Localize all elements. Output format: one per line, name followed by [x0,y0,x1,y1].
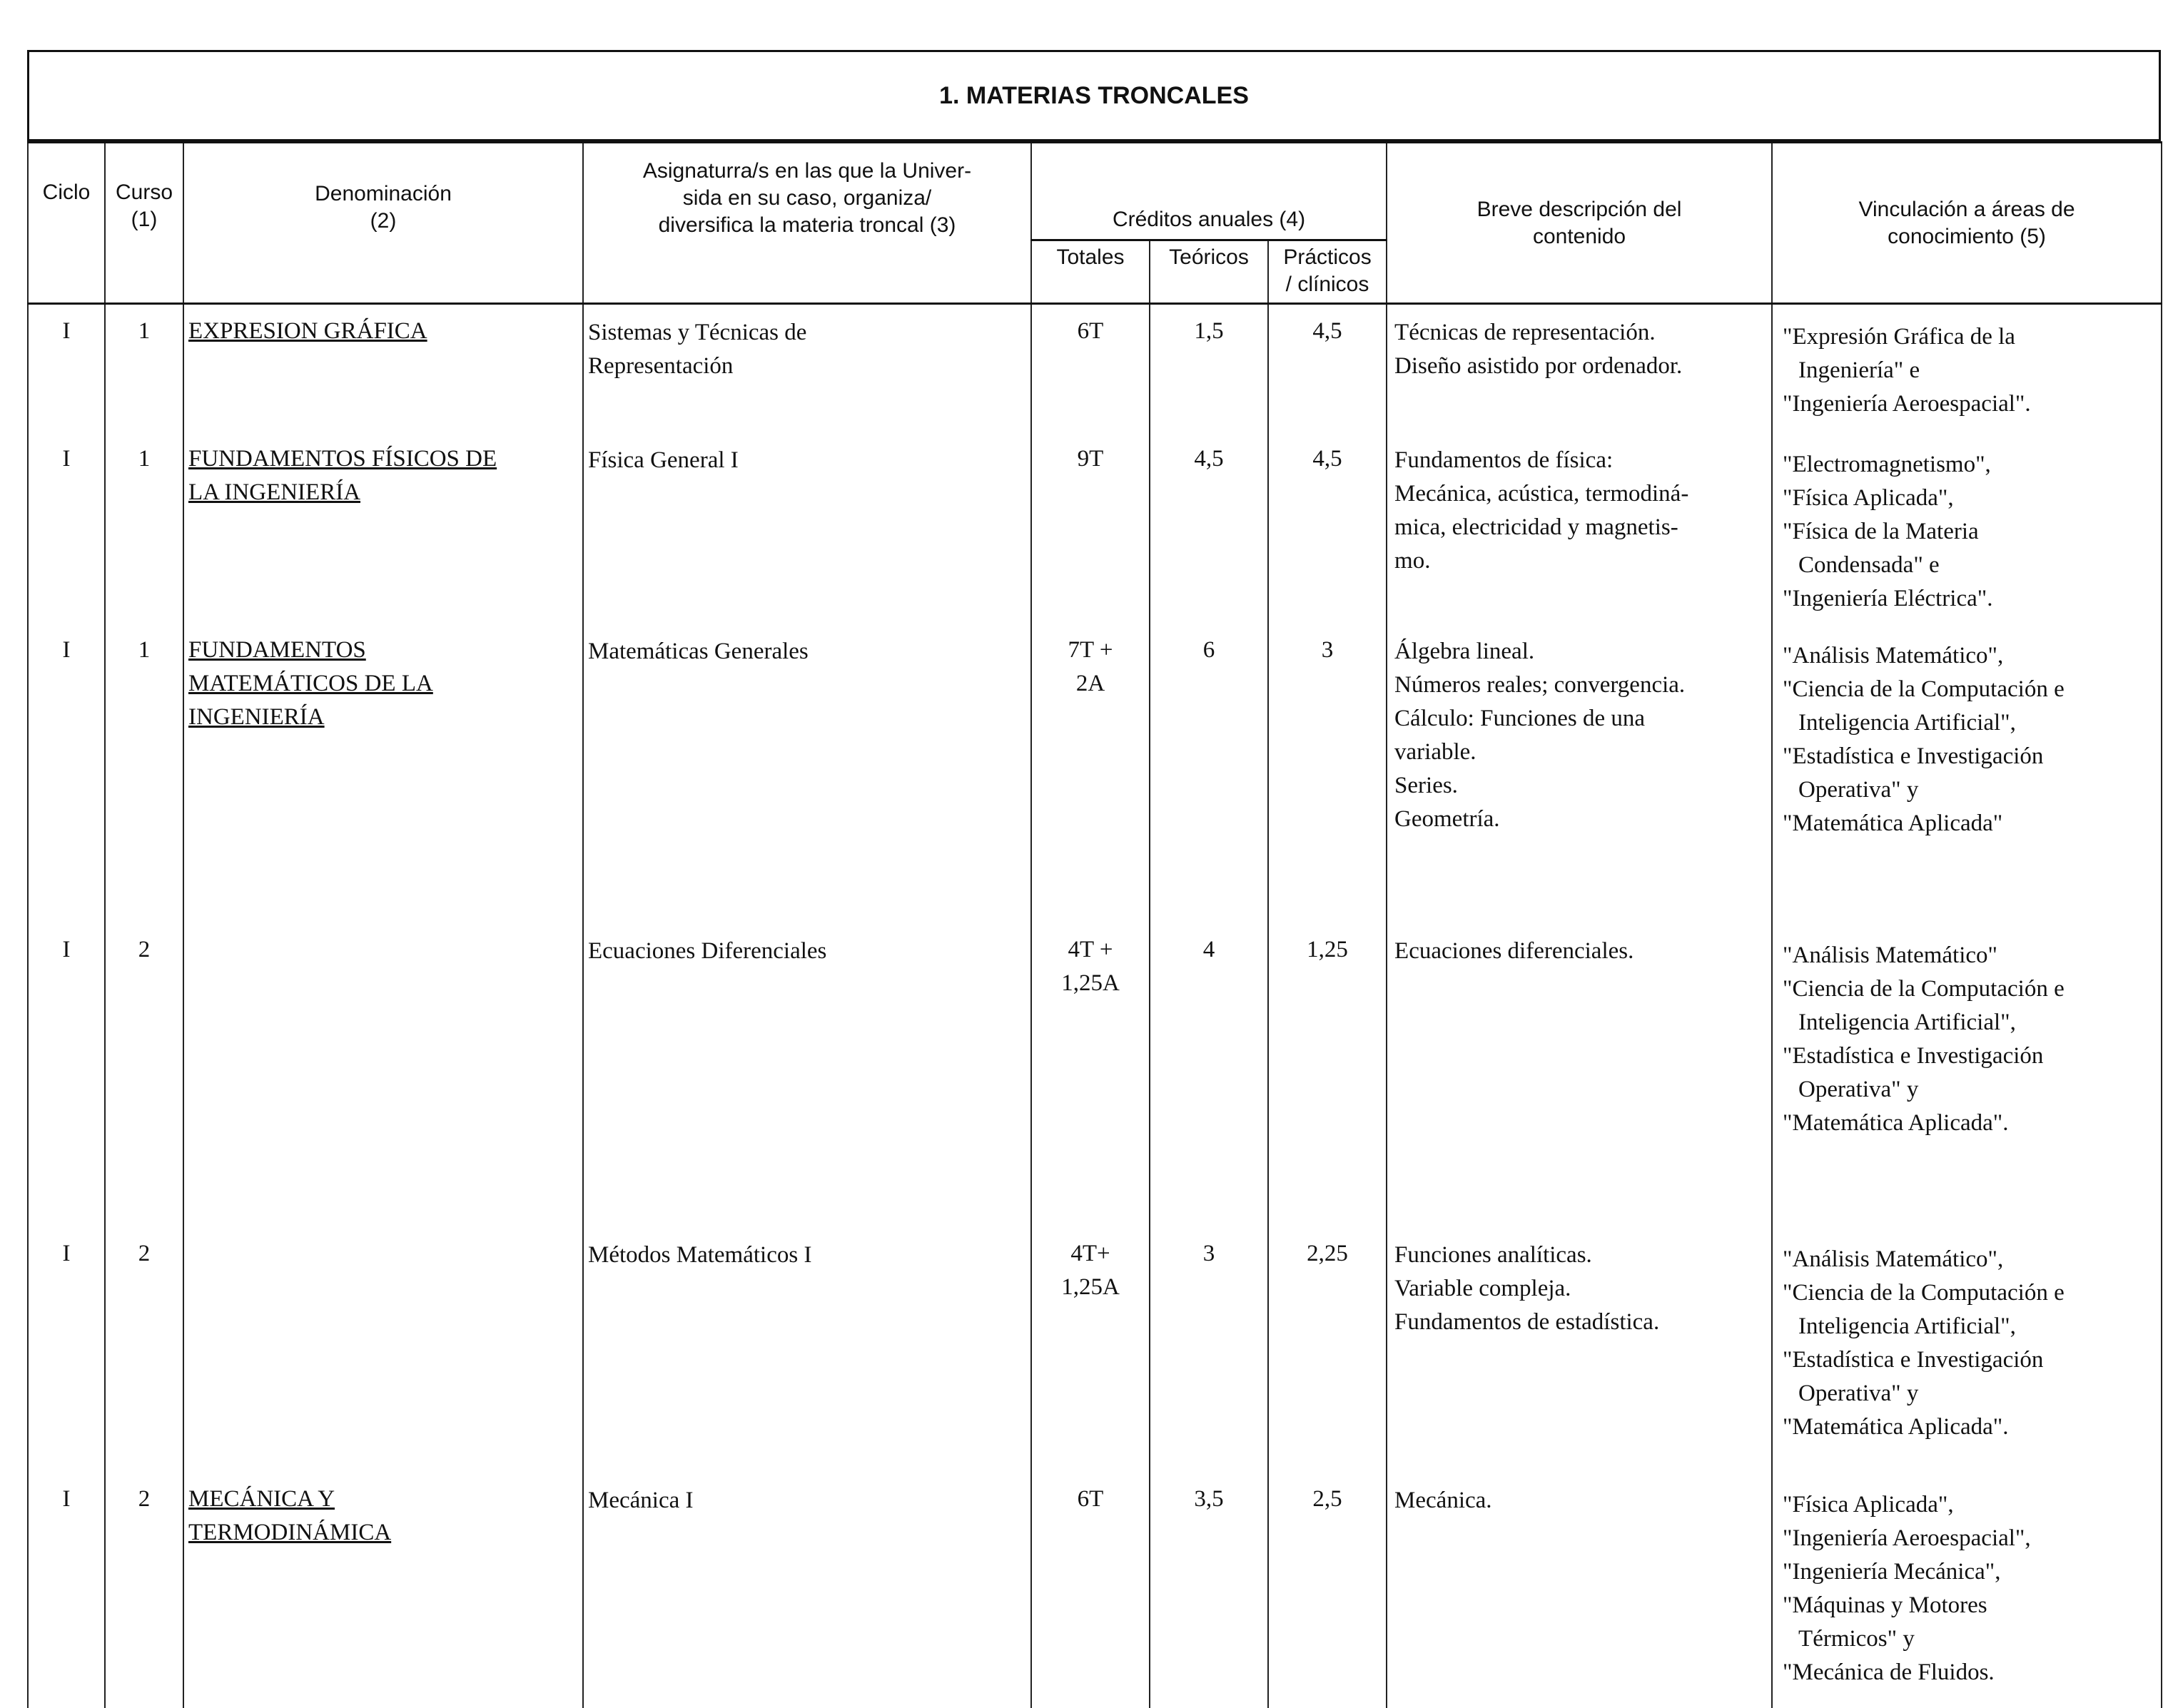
denominacion-cell: EXPRESION GRÁFICA [183,304,583,432]
area-line: "Electromagnetismo", [1783,451,1991,477]
descripcion-cell [1387,923,1772,1227]
area-line: Inteligencia Artificial", [1798,1313,2016,1339]
curso-cell: 1 [105,432,183,624]
header-curso: Curso (1) [105,143,183,304]
header-teoricos: Teóricos [1150,240,1268,304]
areas-cell [1772,1473,2162,1708]
descripcion-line: Geometría. [1394,805,1500,832]
area-line: "Ciencia de la Computación e [1783,676,2065,702]
table-row [28,1227,2162,1473]
area-line: Ingeniería" e [1798,357,1920,383]
area-line: "Ciencia de la Computación e [1783,1279,2065,1306]
area-line: "Matemática Aplicada". [1783,1413,2009,1440]
practicos-cell: 4,5 [1268,304,1387,432]
area-line: Inteligencia Artificial", [1798,709,2016,736]
descripcion-line: mo. [1394,547,1431,574]
descripcion-line: Ecuaciones diferenciales. [1394,937,1634,964]
denominacion-cell [183,923,583,1227]
area-line: "Ingeniería Aeroespacial". [1783,391,2031,417]
table-row [28,624,2162,923]
descripcion-line: Técnicas de representación. [1394,320,1656,345]
table-row [28,1473,2162,1708]
descripcion-line: Fundamentos de estadística. [1394,1308,1660,1335]
practicos-cell: 1,25 [1268,923,1387,1227]
area-line: Condensada" e [1798,551,1940,578]
descripcion-cell [1387,1473,1772,1708]
areas-cell [1772,1227,2162,1473]
area-line: "Matemática Aplicada" [1783,810,2003,836]
area-line: Inteligencia Artificial", [1798,1009,2016,1035]
asignatura-cell: Sistemas y Técnicas de Representación [583,304,1031,432]
curso-cell: 1 [105,624,183,923]
totales-cell: 6T [1031,1473,1150,1708]
descripcion-line: mica, electricidad y magnetis- [1394,514,1678,540]
totales-cell: 6T [1031,304,1150,432]
practicos-cell: 2,25 [1268,1227,1387,1473]
descripcion-line: Álgebra lineal. [1394,638,1535,664]
header-asignaturas: Asignaturra/s en las que la Univer- sida en su caso, organiza/ diversifica la materia troncal (3) [583,143,1031,304]
area-line: "Análisis Matemático", [1783,1246,2004,1272]
descripcion-cell [1387,624,1772,923]
area-line: "Física Aplicada", [1783,1491,1954,1518]
ciclo-cell: I [28,624,105,923]
area-line: "Estadística e Investigación [1783,1346,2044,1373]
area-line: "Física de la Materia [1783,518,1979,544]
asignatura-cell: Métodos Matemáticos I [583,1227,1031,1473]
area-line: "Ciencia de la Computación e [1783,975,2065,1002]
ciclo-cell: I [28,432,105,624]
area-line: "Ingeniería Eléctrica". [1783,585,1993,611]
totales-cell: 7T + 2A [1031,624,1150,923]
header-vinculacion: Vinculación a áreas de conocimiento (5) [1772,143,2162,304]
ciclo-cell: I [28,1473,105,1708]
asignatura-cell: Ecuaciones Diferenciales [583,923,1031,1227]
practicos-cell: 2,5 [1268,1473,1387,1708]
area-line: "Expresión Gráfica de la [1783,324,2015,350]
descripcion-line: Diseño asistido por ordenador. [1394,353,1683,379]
area-line: "Estadística e Investigación [1783,1042,2044,1069]
areas-cell [1772,624,2162,923]
header-ciclo: Ciclo [28,143,105,304]
area-line: Operativa" y [1798,1380,1919,1406]
teoricos-cell: 1,5 [1150,304,1268,432]
teoricos-cell: 6 [1150,624,1268,923]
descripcion-line: Cálculo: Funciones de una [1394,705,1646,731]
descripcion-line: Funciones analíticas. [1394,1241,1592,1268]
practicos-cell: 3 [1268,624,1387,923]
area-line: "Mecánica de Fluidos. [1783,1659,1995,1685]
area-line: "Análisis Matemático" [1783,942,1997,968]
descripcion-line: Mecánica. [1394,1487,1492,1513]
descripcion-line: Números reales; convergencia. [1394,671,1686,698]
ciclo-cell: I [28,923,105,1227]
areas-cell [1772,304,2162,432]
area-line: "Análisis Matemático", [1783,642,2004,669]
table-row [28,432,2162,624]
curso-cell: 2 [105,1227,183,1473]
totales-cell: 4T+ 1,25A [1031,1227,1150,1473]
asignatura-cell: Física General I [583,432,1031,624]
header-descripcion: Breve descripción del contenido [1387,143,1772,304]
header-denominacion: Denominación (2) [183,143,583,304]
totales-cell: 4T + 1,25A [1031,923,1150,1227]
teoricos-cell: 3,5 [1150,1473,1268,1708]
teoricos-cell: 3 [1150,1227,1268,1473]
descripcion-line: Series. [1394,772,1458,798]
teoricos-cell: 4,5 [1150,432,1268,624]
area-line: "Ingeniería Aeroespacial", [1783,1525,2031,1551]
ciclo-cell: I [28,304,105,432]
totales-cell: 9T [1031,432,1150,624]
area-line: "Estadística e Investigación [1783,743,2044,769]
descripcion-line: Variable compleja. [1394,1275,1571,1301]
asignatura-cell: Matemáticas Generales [583,624,1031,923]
descripcion-cell [1387,304,1772,432]
denominacion-cell: MECÁNICA Y TERMODINÁMICA [183,1473,583,1708]
section-title: 1. MATERIAS TRONCALES [27,50,2161,141]
ciclo-cell: I [28,1227,105,1473]
area-line: "Física Aplicada", [1783,484,1954,511]
area-line: Operativa" y [1798,776,1919,803]
area-line: "Matemática Aplicada". [1783,1109,2009,1136]
descripcion-line: variable. [1394,738,1476,765]
header-creditos: Créditos anuales (4) [1031,143,1387,240]
troncales-table [27,141,2162,1708]
curso-cell: 2 [105,923,183,1227]
document-page [27,29,2161,1685]
descripcion-line: Mecánica, acústica, termodiná- [1394,480,1689,507]
areas-cell [1772,923,2162,1227]
denominacion-cell: FUNDAMENTOS MATEMÁTICOS DE LA INGENIERÍA [183,624,583,923]
header-practicos: Prácticos / clínicos [1268,240,1387,304]
table-row [28,923,2162,1227]
practicos-cell: 4,5 [1268,432,1387,624]
asignatura-cell: Mecánica I [583,1473,1031,1708]
table-row [28,304,2162,432]
area-line: Operativa" y [1798,1076,1919,1102]
area-line: Térmicos" y [1798,1625,1915,1652]
curso-cell: 2 [105,1473,183,1708]
header-totales: Totales [1031,240,1150,304]
denominacion-cell [183,1227,583,1473]
area-line: "Ingeniería Mecánica", [1783,1558,2001,1585]
descripcion-line: Fundamentos de física: [1394,447,1614,473]
area-line: "Máquinas y Motores [1783,1592,1987,1618]
descripcion-cell [1387,1227,1772,1473]
areas-cell [1772,432,2162,624]
denominacion-cell: FUNDAMENTOS FÍSICOS DE LA INGENIERÍA [183,432,583,624]
teoricos-cell: 4 [1150,923,1268,1227]
descripcion-cell [1387,432,1772,624]
curso-cell: 1 [105,304,183,432]
